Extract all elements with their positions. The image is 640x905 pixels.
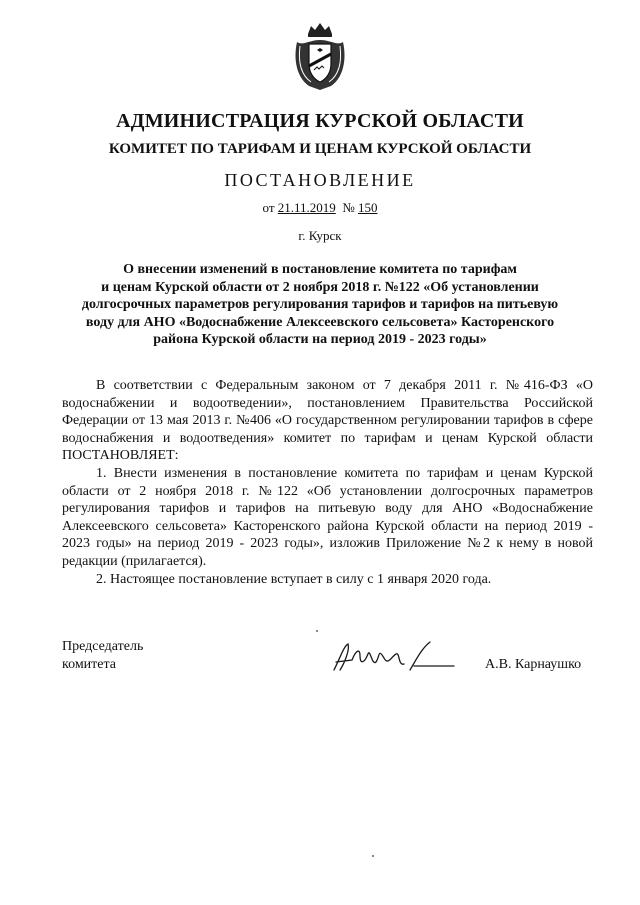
handwritten-signature <box>330 636 460 678</box>
document-subject <box>70 261 570 349</box>
subject-line: и ценам Курской области от 2 ноября 2018 г. №122 «Об установлении <box>101 279 539 295</box>
number-prefix: № <box>335 200 358 215</box>
committee-title: КОМИТЕТ ПО ТАРИФАМ И ЦЕНАМ КУРСКОЙ ОБЛАСТИ <box>108 141 532 157</box>
date-line <box>0 200 640 216</box>
subject-line: долгосрочных параметров регулирования тарифов и тарифов на питьевую <box>81 297 559 312</box>
signatory-name: А.В. Карнаушко <box>485 657 582 672</box>
scan-speck <box>372 855 374 857</box>
subject-line: воду для АНО «Водоснабжение Алексеевского сельсовета» Касторенского <box>85 314 555 330</box>
scan-speck <box>316 630 318 632</box>
document-type: ПОСТАНОВЛЕНИЕ <box>224 170 416 190</box>
city: г. Курск <box>298 228 342 243</box>
date-prefix: от <box>262 200 278 215</box>
document-date: 21.11.2019 <box>277 200 336 215</box>
signatory-title-line: Председатель <box>62 639 144 654</box>
document-number: 150 <box>357 200 378 215</box>
subject-line: района Курской области на период 2019 - 2023 годы» <box>153 332 487 347</box>
item-1-paragraph: 1. Внести изменения в постановление комитета по тарифам и ценам Курской области от 2 ноября 2018 г. №122 «Об установлении долгосрочных параметров регулирования тарифов и тарифов на питьевую воду для АНО «Водоснабжение Алексеевского сельсовета» Касторенского района Курской области на период 2019 - 2023 годы» на период 2019 - 2023 годы», изложив Приложение №2 к нему в новой редакции (прилагается). <box>62 465 593 569</box>
preamble-paragraph: В соответствии с Федеральным законом от 7 декабря 2011 г. №416-ФЗ «О водоснабжении и водоотведении», постановлением Правительства Российской Федерации от 13 мая 2013 г. №406 «О государственном регулировании тарифов в сфере водоснабжения и водоотведения» комитет по тарифам и ценам Курской области ПОСТАНОВЛЯЕТ: <box>62 378 593 464</box>
coat-of-arms-icon <box>291 20 349 92</box>
item-2-paragraph: 2. Настоящее постановление вступает в силу с 1 января 2020 года. <box>96 571 492 587</box>
subject-line: О внесении изменений в постановление комитета по тарифам <box>123 262 517 277</box>
signatory-title <box>62 638 143 674</box>
signatory-title-line: комитета <box>62 657 117 672</box>
document-body <box>62 377 593 588</box>
administration-title: АДМИНИСТРАЦИЯ КУРСКОЙ ОБЛАСТИ <box>116 110 524 132</box>
